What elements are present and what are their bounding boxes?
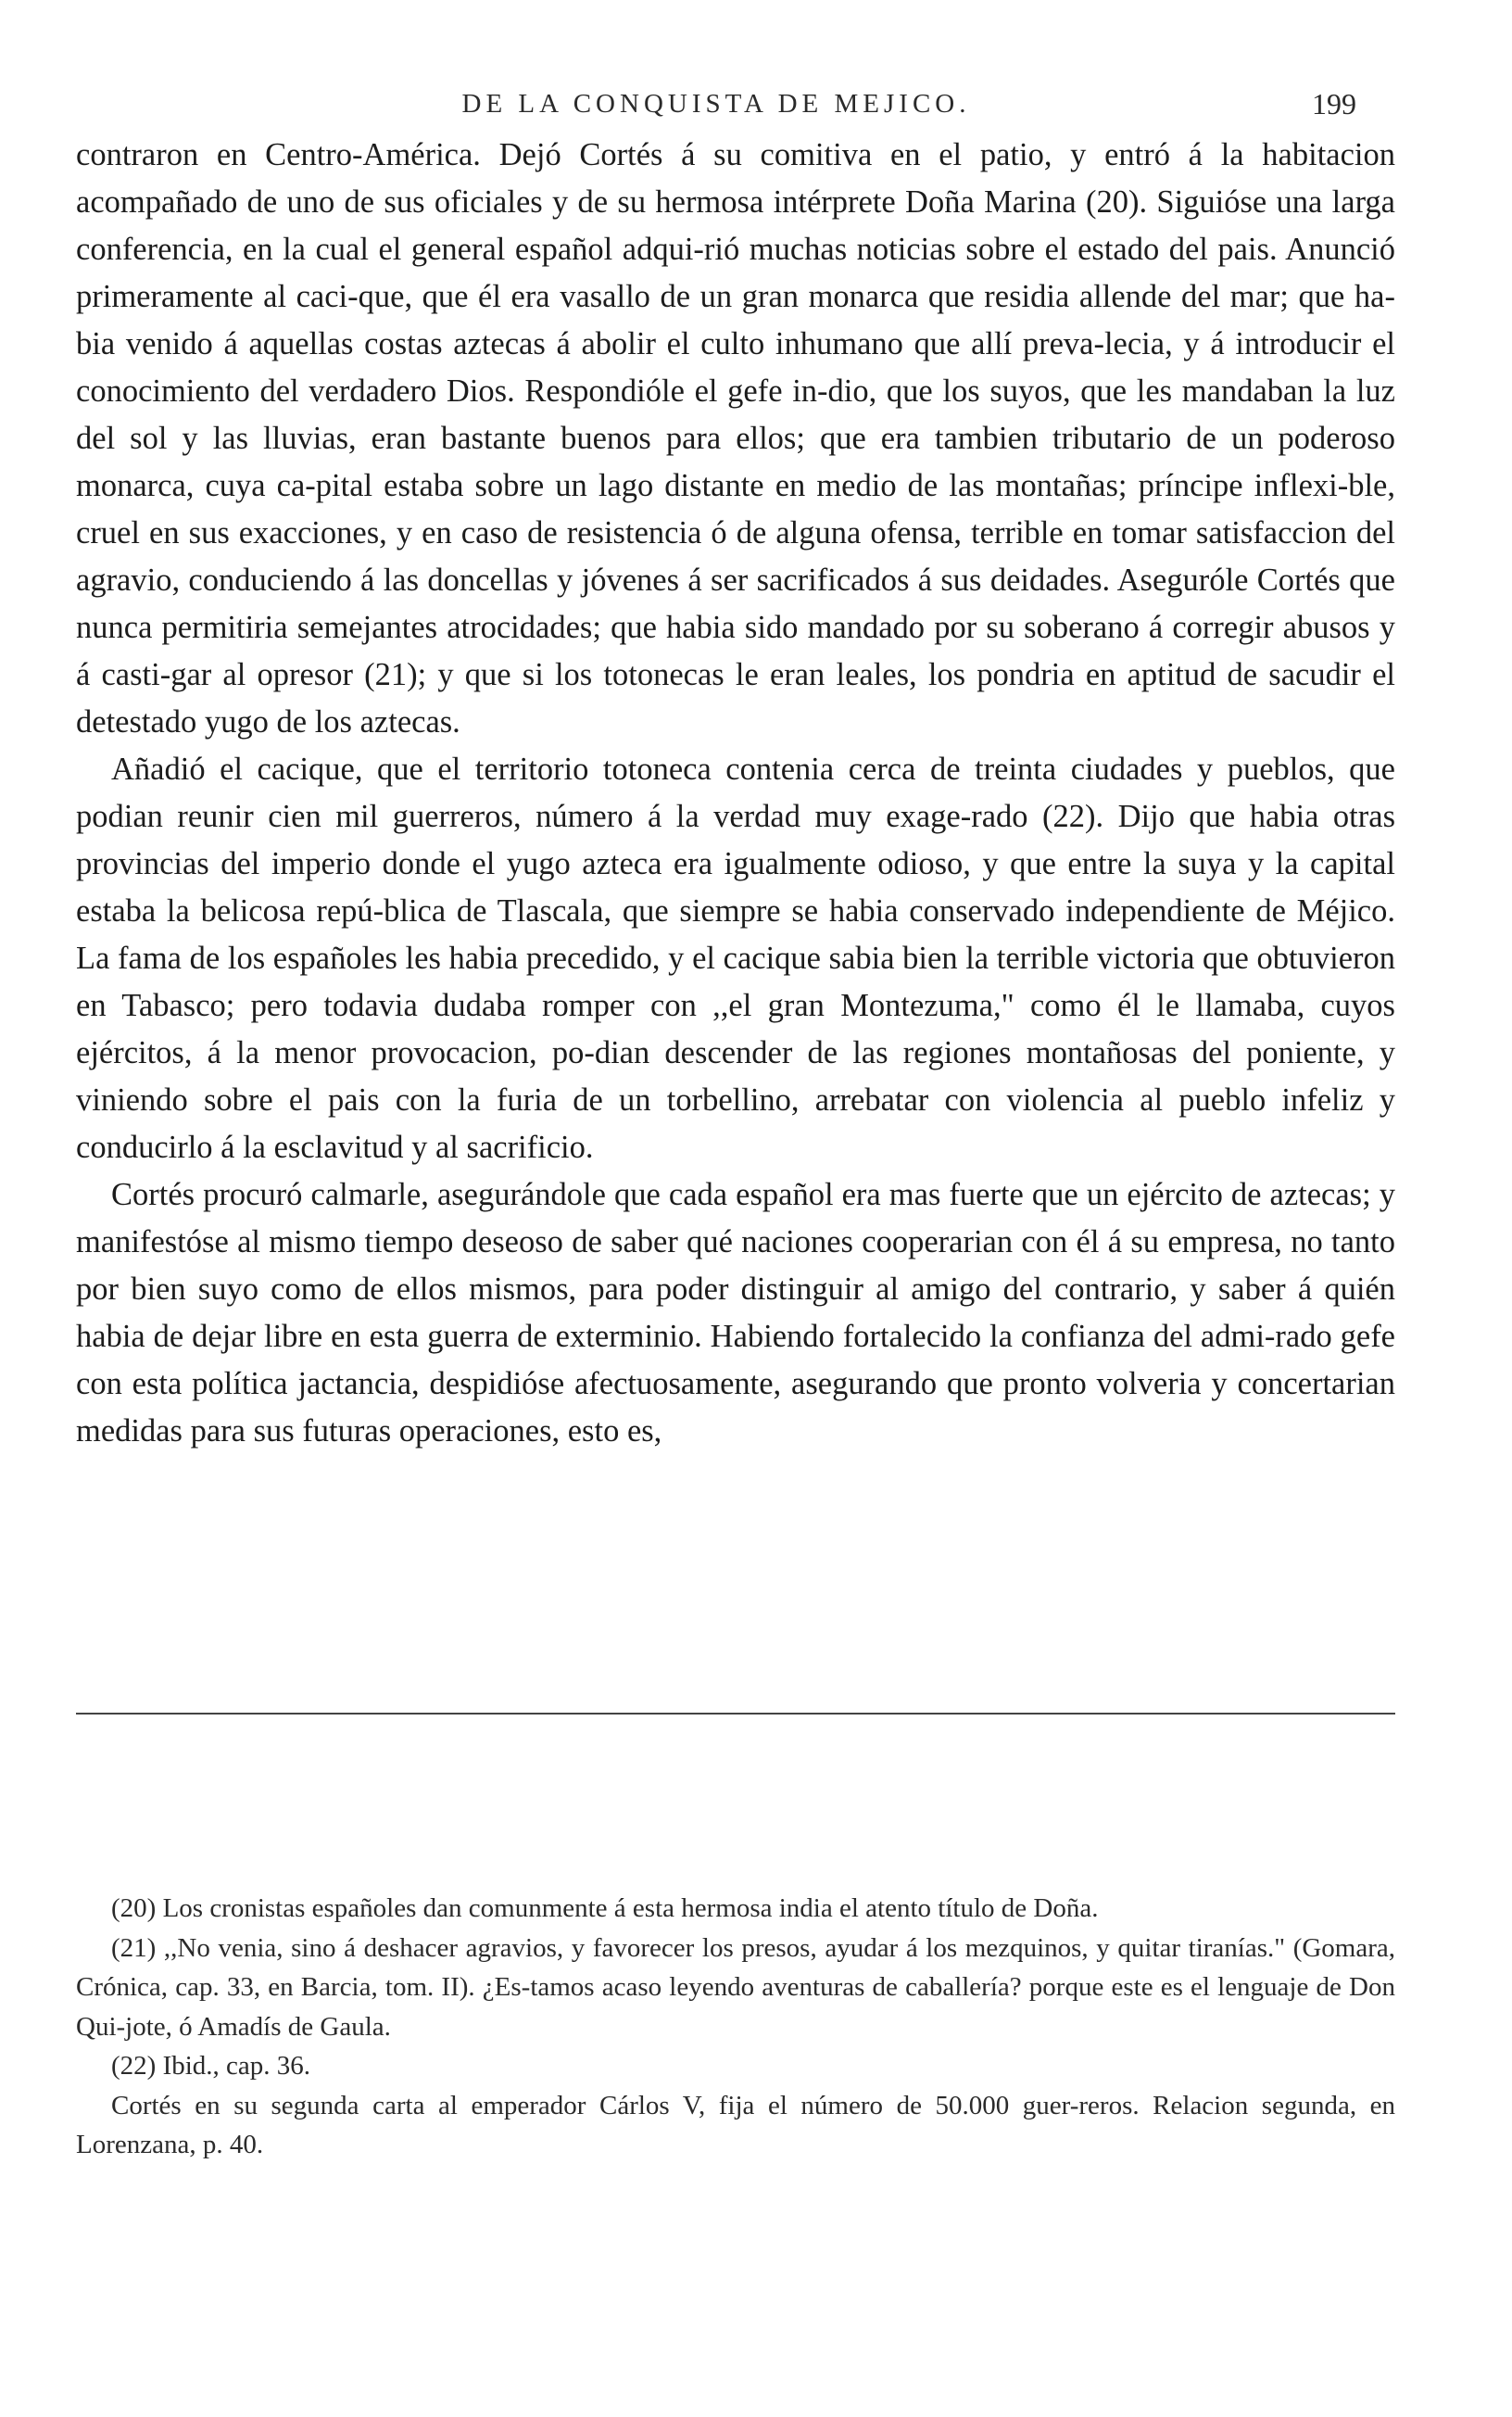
footnotes <box>76 1889 1395 2165</box>
running-head: DE LA CONQUISTA DE MEJICO. <box>461 89 971 119</box>
footnote: Cortés en su segunda carta al emperador Cárlos V, fija el número de 50.000 guer-reros. Relacion segunda, en Lorenzana, p. 40. <box>76 2090 1395 2159</box>
footnote: (21) ,,No venia, sino á deshacer agravios, y favorecer los presos, ayudar á los mezquinos, y quitar tiranías." (Gomara, Crónica, cap. 33, en Barcia, tom. II). ¿Es-tamos acaso leyendo aventuras de caballería? porque este es el lenguaje de Don Qui-jote, ó Amadís de Gaula. <box>76 1932 1395 2042</box>
main-text <box>76 132 1395 1455</box>
footnote-separator <box>76 1713 1395 1715</box>
paragraph: Añadió el cacique, que el territorio totoneca contenia cerca de treinta ciudades y pueblos, que podian reunir cien mil guerreros, número á la verdad muy exage-rado (22). Dijo que habia otras provincias del imperio donde el yugo azteca era igualmente odioso, y que entre la suya y la capital estaba la belicosa repú-blica de Tlascala, que siempre se habia conservado independiente de Méjico. La fama de los españoles les habia precedido, y el cacique sabia bien la terrible victoria que obtuvieron en Tabasco; pero todavia dudaba romper con ,,el gran Montezuma," como él le llamaba, cuyos ejércitos, á la menor provocacion, po-dian descender de las regiones montañosas del poniente, y viniendo sobre el pais con la furia de un torbellino, arrebatar con violencia al pueblo infeliz y conducirlo á la esclavitud y al sacrificio. <box>76 752 1395 1165</box>
page-number: 199 <box>1312 87 1356 120</box>
page-header <box>76 89 1356 126</box>
paragraph: Cortés procuró calmarle, asegurándole que cada español era mas fuerte que un ejército de aztecas; y manifestóse al mismo tiempo deseoso de saber qué naciones cooperarian con él á su empresa, no tanto por bien suyo como de ellos mismos, para poder distinguir al amigo del contrario, y saber á quién habia de dejar libre en esta guerra de exterminio. Habiendo fortalecido la confianza del admi-rado gefe con esta política jactancia, despidióse afectuosamente, asegurando que pronto volveria y concertarian medidas para sus futuras operaciones, esto es, <box>76 1177 1395 1449</box>
footnote: (20) Los cronistas españoles dan comunmente á esta hermosa india el atento título de Doña. <box>111 1893 1099 1923</box>
paragraph: contraron en Centro-América. Dejó Cortés á su comitiva en el patio, y entró á la habitacion acompañado de uno de sus oficiales y de su hermosa intérprete Doña Marina (20). Siguióse una larga conferencia, en la cual el general español adqui-rió muchas noticias sobre el estado del pais. Anunció primeramente al caci-que, que él era vasallo de un gran monarca que residia allende del mar; que ha-bia venido á aquellas costas aztecas á abolir el culto inhumano que allí preva-lecia, y á introducir el conocimiento del verdadero Dios. Respondióle el gefe in-dio, que los suyos, que les mandaban la luz del sol y las lluvias, eran bastante buenos para ellos; que era tambien tributario de un poderoso monarca, cuya ca-pital estaba sobre un lago distante en medio de las montañas; príncipe inflexi-ble, cruel en sus exacciones, y en caso de resistencia ó de alguna ofensa, terrible en tomar satisfaccion del agravio, conduciendo á las doncellas y jóvenes á ser sacrificados á sus deidades. Aseguróle Cortés que nunca permitiria semejantes atrocidades; que habia sido mandado por su soberano á corregir abusos y á casti-gar al opresor (21); y que si los totonecas le eran leales, los pondria en aptitud de sacudir el detestado yugo de los aztecas. <box>76 137 1395 740</box>
footnote: (22) Ibid., cap. 36. <box>111 2051 311 2081</box>
